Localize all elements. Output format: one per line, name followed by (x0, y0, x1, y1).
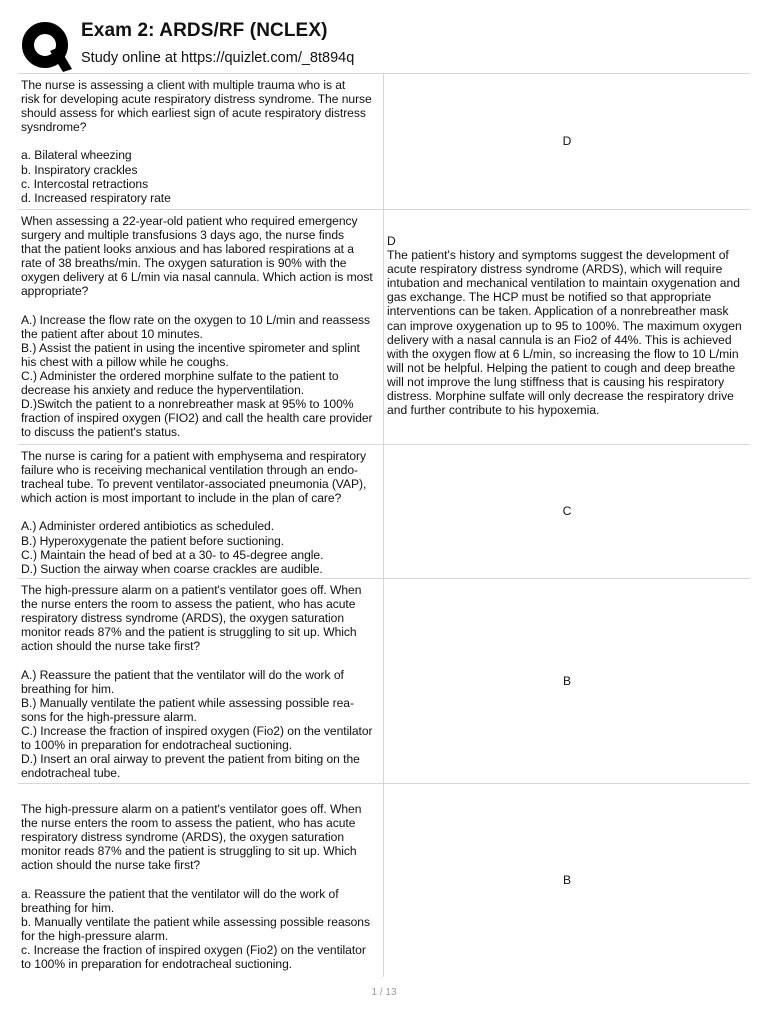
answer-letter: B (562, 873, 572, 888)
term-line: fraction of inspired oxygen (FIO2) and call the health care provider (21, 411, 373, 426)
term-line: failure who is receiving mechanical ventilation through an endo- (21, 463, 358, 478)
flashcard-term (18, 579, 384, 783)
term-line: A.) Reassure the patient that the ventilator will do the work of (21, 667, 344, 682)
term-line: respiratory distress syndrome (ARDS), the oxygen saturation (21, 611, 345, 626)
term-line: The nurse is caring for a patient with emphysema and respiratory (21, 449, 366, 463)
explanation-line: acute respiratory distress syndrome (ARDS), which will require (387, 262, 723, 277)
blank-line (21, 873, 379, 887)
term-line: the nurse enters the room to assess the patient, who has acute (21, 597, 356, 612)
term-line: to discuss the patient's status. (21, 425, 181, 440)
explanation-line: intubation and mechanical ventilation to maintain oxygenation and (387, 276, 740, 291)
term-line: action should the nurse take first? (21, 858, 201, 873)
answer-letter: D (387, 234, 396, 248)
term-line: monitor reads 87% and the patient is struggling to sit up. Which (21, 844, 357, 859)
term-line: monitor reads 87% and the patient is struggling to sit up. Which (21, 625, 357, 640)
term-line: respiratory distress syndrome (ARDS), the oxygen saturation (21, 830, 345, 845)
explanation-line: with the oxygen flow at 6 L/min, so increasing the flow to 10 L/min (387, 346, 739, 361)
flashcard-term (18, 784, 384, 977)
term-line: D.)Switch the patient to a nonrebreather mask at 95% to 100% (21, 397, 354, 412)
term-line: When assessing a 22-year-old patient who required emergency (21, 214, 358, 228)
term-line: b. Manually ventilate the patient while assessing possible reasons (21, 914, 370, 929)
term-line: the nurse enters the room to assess the patient, who has acute (21, 816, 356, 831)
page-number: 1 / 13 (371, 987, 397, 998)
explanation-line: gas exchange. The HCP must be notified so that appropriate (387, 290, 712, 305)
flashcard-definition (384, 784, 750, 977)
term-line: oxygen delivery at 6 L/min via nasal cannula. Which action is most (21, 270, 373, 285)
answer-letter: D (562, 134, 572, 149)
term-line: a. Reassure the patient that the ventilator will do the work of (21, 886, 339, 901)
term-line: the patient after about 10 minutes. (21, 326, 203, 341)
blank-line (21, 653, 379, 667)
explanation-line: will not improve the lung stiffness that is causing his respiratory (387, 374, 725, 389)
flashcard (18, 444, 750, 578)
term-line: C.) Increase the fraction of inspired oxygen (Fio2) on the ventilator (21, 723, 373, 738)
term-line: endotracheal tube. (21, 766, 121, 781)
term-line: to 100% in preparation for endotracheal suctioning. (21, 957, 293, 972)
blank-line (21, 505, 379, 519)
term-line: sons for the high-pressure alarm. (21, 709, 197, 724)
answer-letter: C (562, 504, 572, 519)
blank-line (21, 299, 379, 313)
flashcard (18, 209, 750, 444)
explanation-line: delivery with a nasal cannula is an Fio2 of 44%. This is achieved (387, 332, 732, 347)
term-line: The nurse is assessing a client with multiple trauma who is at (21, 78, 346, 92)
term-line: breathing for him. (21, 900, 115, 915)
term-line: action should the nurse take first? (21, 639, 201, 654)
term-line: sysndrome? (21, 120, 87, 135)
term-line: B.) Manually ventilate the patient while assessing possible rea- (21, 695, 354, 710)
term-line: c. Increase the fraction of inspired oxygen (Fio2) on the ventilator (21, 943, 366, 958)
explanation-line: distress. Morphine sulfate will only decrease the respiratory drive (387, 389, 734, 404)
term-line: surgery and multiple transfusions 3 days ago, the nurse finds (21, 228, 344, 243)
flashcard-definition (384, 210, 750, 444)
term-line: B.) Assist the patient in using the incentive spirometer and splint (21, 340, 360, 355)
term-line: C.) Administer the ordered morphine sulfate to the patient to (21, 369, 339, 384)
term-line: D.) Insert an oral airway to prevent the patient from biting on the (21, 752, 360, 767)
term-line: C.) Maintain the head of bed at a 30- to 45-degree angle. (21, 547, 324, 562)
flashcard-definition (384, 579, 750, 783)
term-line: tracheal tube. To prevent ventilator-associated pneumonia (VAP), (21, 477, 367, 492)
explanation-line: can improve oxygenation up to 95 to 100%. The maximum oxygen (387, 318, 742, 333)
term-line: b. Inspiratory crackles (21, 162, 138, 177)
term-line: breathing for him. (21, 681, 115, 696)
term-line: should assess for which earliest sign of acute respiratory distress (21, 106, 366, 121)
explanation-line: interventions can be taken. Application of a nonrebreather mask (387, 304, 729, 319)
term-line: that the patient looks anxious and has labored respirations at a (21, 242, 354, 257)
term-line: risk for developing acute respiratory distress syndrome. The nurse (21, 92, 372, 107)
explanation-line: The patient's history and symptoms suggest the development of (387, 248, 729, 263)
blank-line (21, 134, 379, 148)
term-line: d. Increased respiratory rate (21, 190, 171, 205)
flashcard-definition (384, 74, 750, 209)
flashcard-term (18, 74, 384, 209)
term-line: A.) Increase the flow rate on the oxygen to 10 L/min and reassess (21, 312, 371, 327)
study-link[interactable]: Study online at https://quizlet.com/_8t894q (81, 50, 355, 66)
term-line: to 100% in preparation for endotracheal suctioning. (21, 738, 293, 753)
term-line: rate of 38 breaths/min. The oxygen saturation is 90% with the (21, 256, 347, 271)
flashcard-definition (384, 445, 750, 578)
page-header (20, 12, 750, 72)
explanation-line: will not be helpful. Helping the patient to cough and deep breathe (387, 360, 736, 375)
term-line: a. Bilateral wheezing (21, 148, 132, 163)
term-line: decrease his anxiety and reduce the hyperventilation. (21, 383, 305, 398)
flashcard-list (18, 73, 750, 977)
term-line: appropriate? (21, 284, 89, 299)
blank-line (21, 788, 379, 802)
answer-letter: B (562, 673, 572, 688)
term-line: B.) Hyperoxygenate the patient before suctioning. (21, 533, 285, 548)
quizlet-logo-icon (20, 20, 72, 72)
term-line: his chest with a pillow while he coughs. (21, 354, 229, 369)
term-line: for the high-pressure alarm. (21, 928, 169, 943)
flashcard (18, 783, 750, 977)
flashcard-term (18, 210, 384, 444)
term-line: c. Intercostal retractions (21, 176, 149, 191)
term-line: The high-pressure alarm on a patient's ventilator goes off. When (21, 583, 362, 597)
page-title: Exam 2: ARDS/RF (NCLEX) (81, 20, 328, 41)
term-line: The high-pressure alarm on a patient's ventilator goes off. When (21, 802, 362, 817)
flashcard (18, 73, 750, 209)
explanation-line: and further contribute to his hypoxemia. (387, 403, 600, 418)
flashcard-term (18, 445, 384, 578)
term-line: D.) Suction the airway when coarse crackles are audible. (21, 561, 323, 576)
term-line: A.) Administer ordered antibiotics as scheduled. (21, 519, 275, 534)
flashcard (18, 578, 750, 783)
term-line: which action is most important to include in the plan of care? (21, 491, 342, 506)
